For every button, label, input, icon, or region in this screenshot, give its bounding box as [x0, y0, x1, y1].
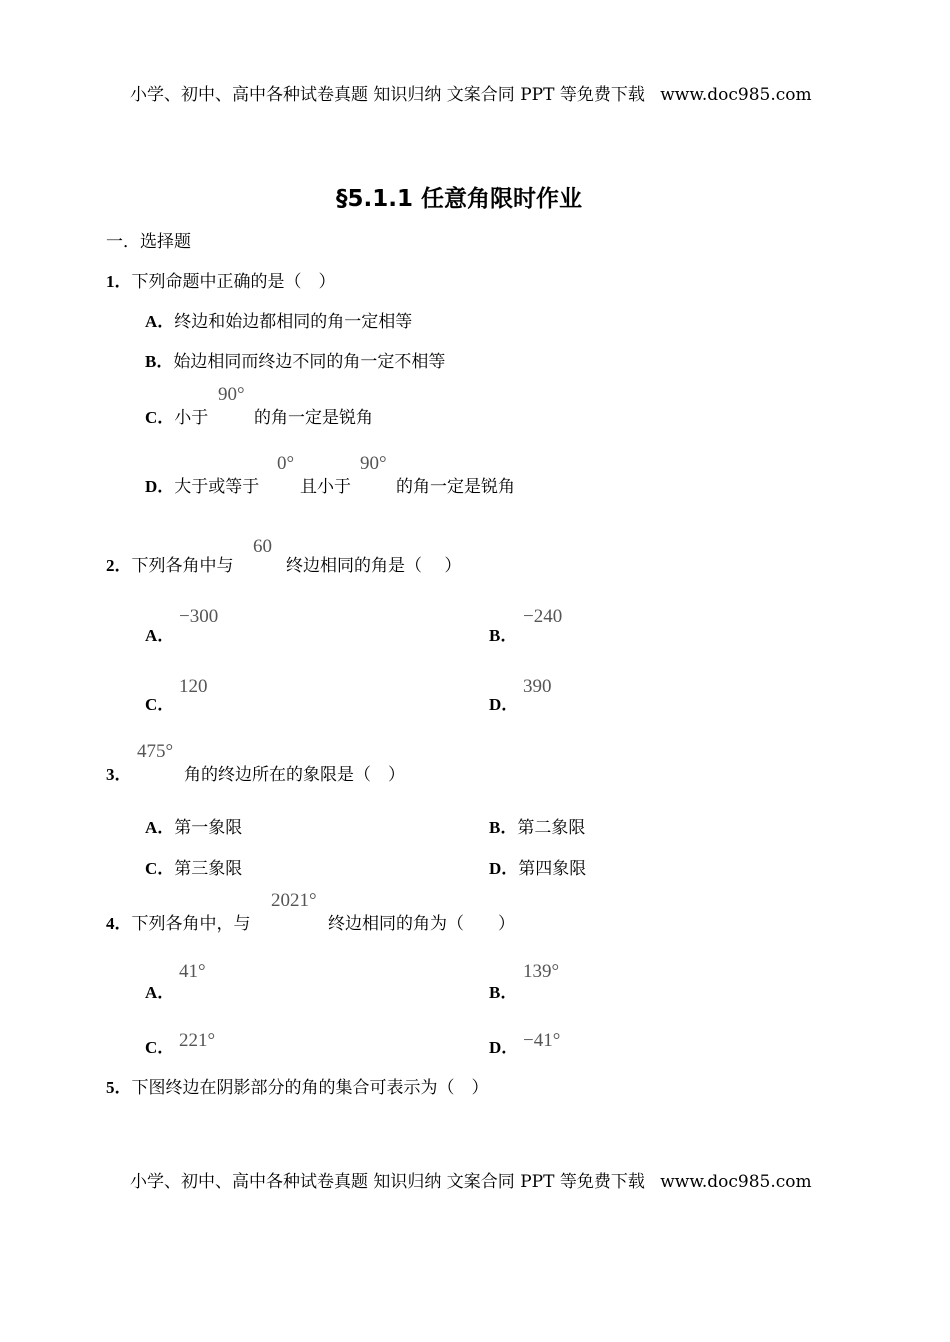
option-text: 第四象限	[518, 859, 587, 879]
option-text: 大于或等于	[174, 477, 260, 497]
q2-math: 60	[253, 536, 272, 557]
q4-option-d-label: D．	[489, 1038, 519, 1057]
q2-option-a-label: A．	[145, 626, 175, 645]
header-site: www.doc985.com	[660, 85, 812, 105]
q1-d-math1: 0°	[277, 453, 295, 474]
q1-c-math: 90°	[218, 384, 245, 405]
q1-d-math2: 90°	[360, 453, 387, 474]
q2-option-d-label: D．	[489, 695, 519, 714]
section-heading: 一．选择题	[106, 232, 191, 252]
q1-d-mid: 且小于	[300, 477, 351, 497]
q4-option-c-value: 221°	[179, 1030, 216, 1051]
question-number: 5．	[106, 1078, 132, 1097]
question-4	[106, 909, 251, 934]
q3-option-b	[489, 813, 585, 838]
q4-math: 2021°	[271, 890, 317, 911]
option-label: D．	[489, 859, 519, 878]
q2-post: 终边相同的角是（ ）	[286, 556, 462, 576]
question-5	[106, 1073, 489, 1098]
q4-option-a-label: A．	[145, 983, 175, 1002]
q3-option-d	[489, 854, 586, 879]
q3-option-a	[145, 813, 242, 838]
q2-option-c-label: C．	[145, 695, 175, 714]
option-text: 小于	[174, 408, 209, 428]
option-text: 第一象限	[174, 818, 243, 838]
option-label: C．	[145, 859, 175, 878]
q4-option-b-label: B．	[489, 983, 518, 1002]
header-text: 小学、初中、高中各种试卷真题 知识归纳 文案合同 PPT 等免费下载	[130, 85, 645, 105]
option-label: B．	[489, 818, 518, 837]
option-label: A．	[145, 312, 175, 331]
q2-option-a-value: −300	[179, 606, 219, 627]
q4-option-d-value: −41°	[523, 1030, 561, 1051]
option-text: 始边相同而终边不同的角一定不相等	[173, 352, 446, 372]
q1-c-post: 的角一定是锐角	[254, 408, 373, 428]
q3-math: 475°	[137, 741, 174, 762]
q4-option-c-label: C．	[145, 1038, 175, 1057]
question-2	[106, 551, 234, 576]
question-stem: 下图终边在阴影部分的角的集合可表示为（ ）	[131, 1078, 489, 1098]
q1-option-d	[145, 472, 259, 497]
option-text: 第三象限	[174, 859, 243, 879]
q2-option-b-value: −240	[523, 606, 563, 627]
q4-option-b-value: 139°	[523, 961, 560, 982]
option-label: A．	[145, 818, 175, 837]
footer-text: 小学、初中、高中各种试卷真题 知识归纳 文案合同 PPT 等免费下载	[130, 1172, 645, 1192]
question-stem-pre: 下列各角中，与	[131, 914, 251, 934]
q2-option-c-value: 120	[179, 676, 208, 697]
option-label: B．	[145, 352, 174, 371]
q4-post: 终边相同的角为（ ）	[328, 914, 515, 934]
q1-d-post: 的角一定是锐角	[396, 477, 515, 497]
q2-option-b-label: B．	[489, 626, 518, 645]
question-stem-pre: 下列各角中与	[131, 556, 234, 576]
q3-option-c	[145, 854, 242, 879]
q1-option-b	[145, 347, 445, 372]
question-number: 4．	[106, 914, 132, 933]
option-text: 第二象限	[517, 818, 586, 838]
q1-option-c	[145, 403, 208, 428]
page-header	[130, 80, 812, 105]
page-title: §5.1.1 任意角限时作业	[336, 186, 582, 212]
question-number: 2．	[106, 556, 132, 575]
question-3-number: 3．	[106, 765, 132, 784]
q1-option-a	[145, 307, 412, 332]
option-text: 终边和始边都相同的角一定相等	[174, 312, 413, 332]
question-number: 1．	[106, 272, 132, 291]
q3-stem: 角的终边所在的象限是（ ）	[184, 765, 405, 785]
footer-site: www.doc985.com	[660, 1172, 812, 1192]
q2-option-d-value: 390	[523, 676, 552, 697]
q4-option-a-value: 41°	[179, 961, 206, 982]
option-label: C．	[145, 408, 175, 427]
question-1	[106, 267, 336, 292]
page-footer	[130, 1167, 812, 1192]
question-stem: 下列命题中正确的是（ ）	[131, 272, 336, 292]
option-label: D．	[145, 477, 175, 496]
